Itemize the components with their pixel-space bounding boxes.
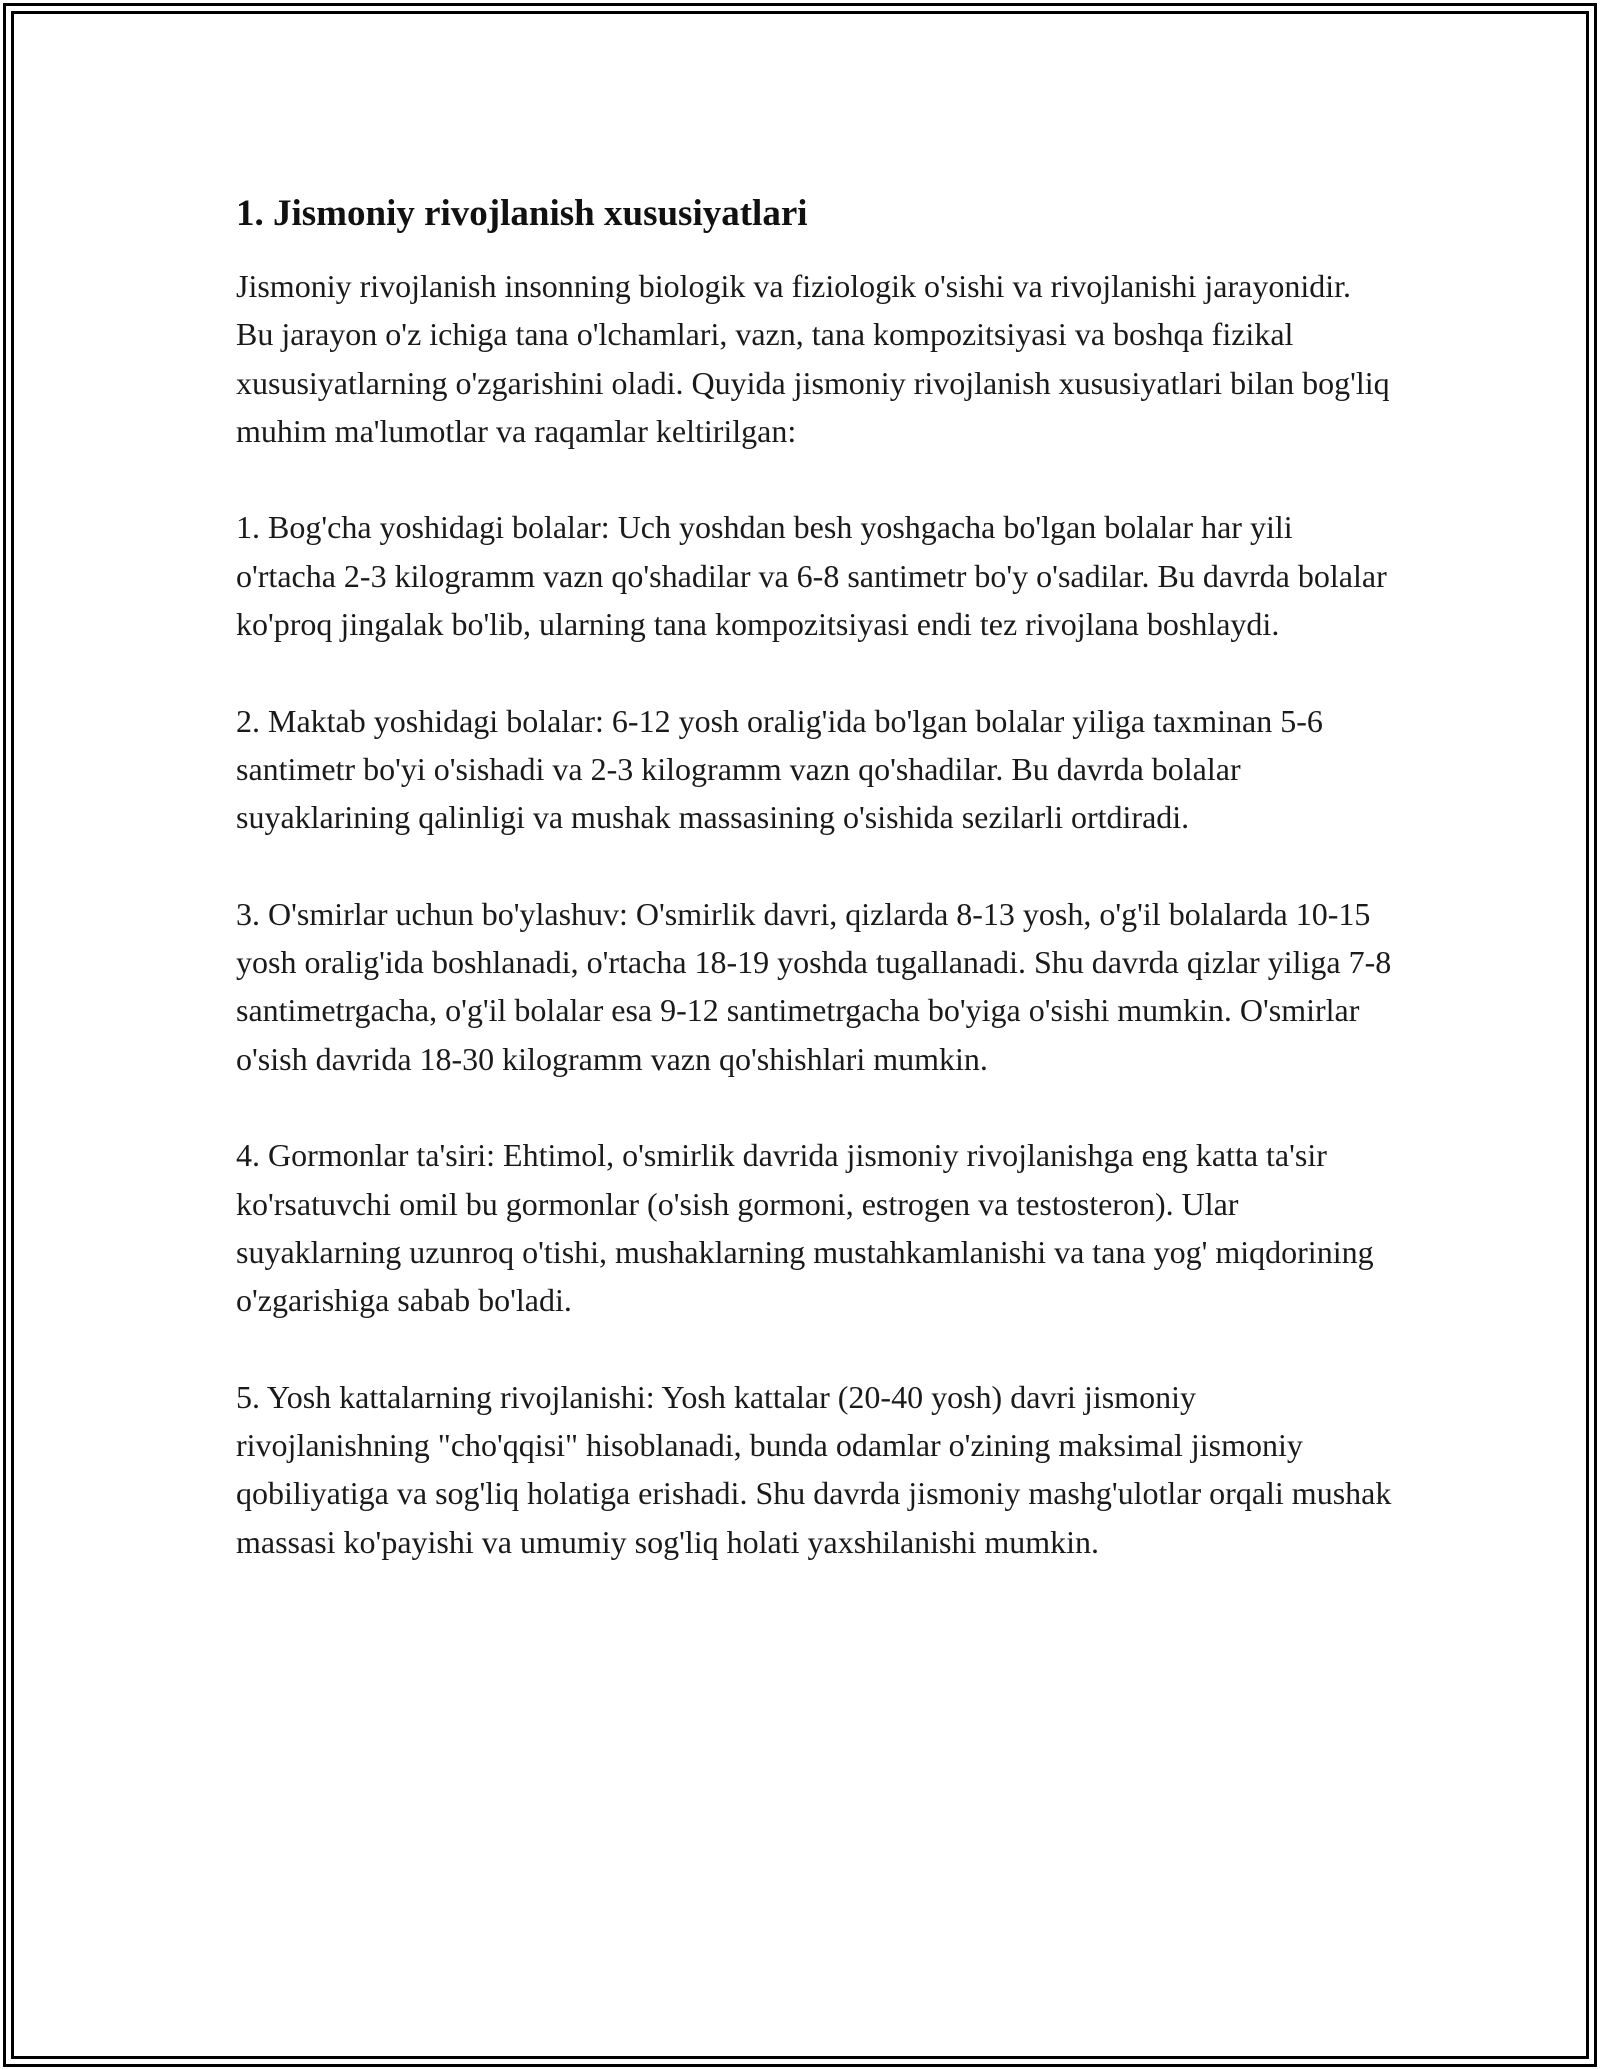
paragraph-item-2: 2. Maktab yoshidagi bolalar: 6-12 yosh oralig'ida bo'lgan bolalar yiliga taxminan 5-6 santimetr bo'yi o'sishadi va 2-3 kilogramm vazn qo'shadilar. Bu davrda bolalar suyaklarining qalinligi va mushak massasining o'sishida sezilarli ortdiradi. <box>236 702 1323 836</box>
paragraph-item-4: 4. Gormonlar ta'siri: Ehtimol, o'smirlik davrida jismoniy rivojlanishga eng katta ta'sir ko'rsatuvchi omil bu gormonlar (o'sish gormoni, estrogen va testosteron). Ular suyaklarning uzunroq o'tishi, mushaklarning mustahkamlanishi va tana yog' miqdorining o'zgarishiga sabab bo'ladi. <box>236 1137 1374 1319</box>
intro-paragraph: Jismoniy rivojlanish insonning biologik va fiziologik o'sishi va rivojlanishi jarayonidir. Bu jarayon o'z ichiga tana o'lchamlari, vazn, tana kompozitsiyasi va boshqa fizikal xususiyatlarning o'zgarishini oladi. Quyida jismoniy rivojlanish xususiyatlari bilan bog'liq muhim ma'lumotlar va raqamlar keltirilgan: <box>236 268 1390 449</box>
paragraph-item-1: 1. Bog'cha yoshidagi bolalar: Uch yoshdan besh yoshgacha bo'lgan bolalar har yili o'rtacha 2-3 kilogramm vazn qo'shadilar va 6-8 santimetr bo'y o'sadilar. Bu davrda bolalar ko'proq jingalak bo'lib, ularning tana kompozitsiyasi endi tez rivojlana boshlaydi. <box>236 509 1387 643</box>
paragraph-item-3: 3. O'smirlar uchun bo'ylashuv: O'smirlik davri, qizlarda 8-13 yosh, o'g'il bolalarda 10-15 yosh oralig'ida boshlanadi, o'rtacha 18-19 yoshda tugallanadi. Shu davrda qizlar yiliga 7-8 santimetrgacha, o'g'il bolalar esa 9-12 santimetrgacha bo'yiga o'sishi mumkin. O'smirlar o'sish davrida 18-30 kilogramm vazn qo'shishlari mumkin. <box>236 895 1392 1077</box>
document-title: 1. Jismoniy rivojlanish xususiyatlari <box>236 193 808 234</box>
document-body <box>236 186 1396 1614</box>
paragraph-item-5: 5. Yosh kattalarning rivojlanishi: Yosh kattalar (20-40 yosh) davri jismoniy rivojlanishning "cho'qqisi" hisoblanadi, bunda odamlar o'zining maksimal jismoniy qobiliyatiga va sog'liq holatiga erishadi. Shu davrda jismoniy mashg'ulotlar orqali mushak massasi ko'payishi va umumiy sog'liq holati yaxshilanishi mumkin. <box>236 1378 1392 1560</box>
